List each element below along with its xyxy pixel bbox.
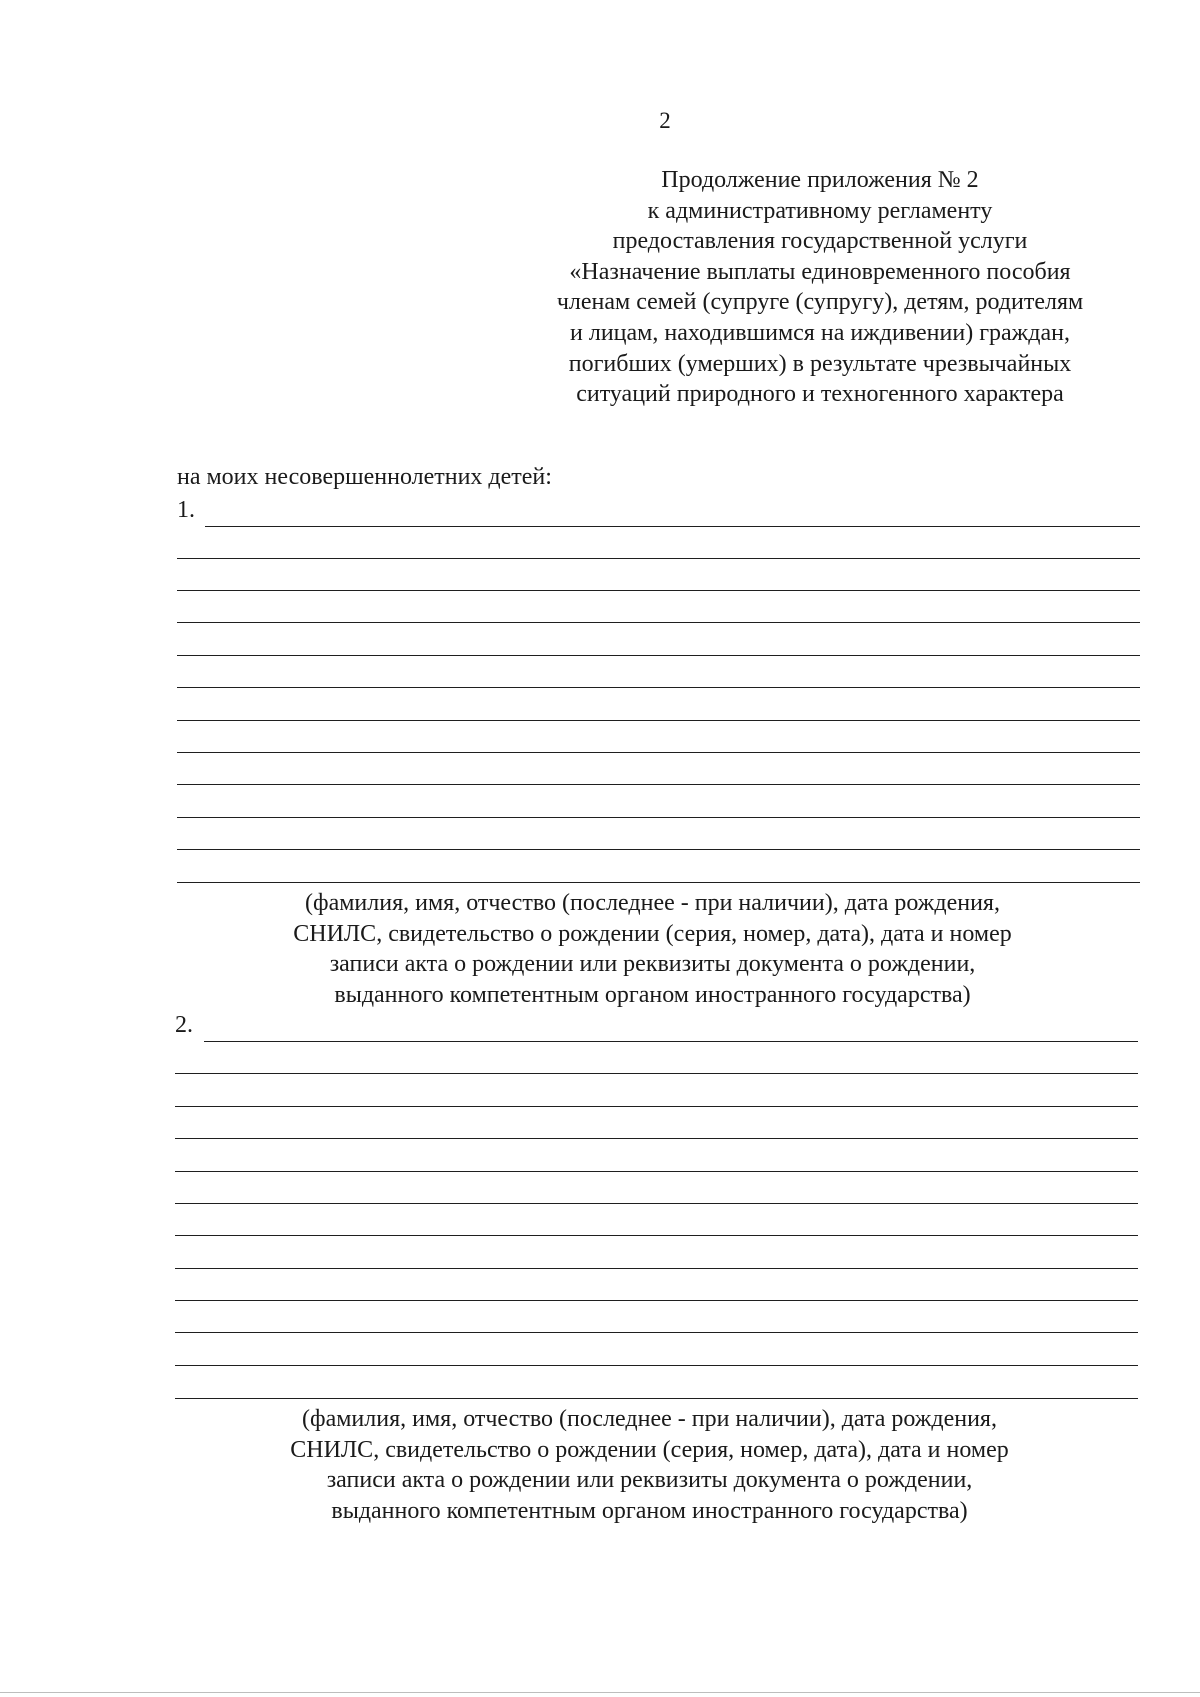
fill-line[interactable] [177, 849, 1140, 850]
caption-line: выданного компетентным органом иностранного государства) [331, 1497, 968, 1524]
fill-line[interactable] [175, 1073, 1138, 1074]
header-line: ситуаций природного и техногенного характера [576, 381, 1064, 408]
fill-line[interactable] [175, 1332, 1138, 1333]
appendix-header [460, 165, 1180, 410]
field-caption [180, 888, 1125, 1010]
intro-text: на моих несовершеннолетних детей: [177, 464, 552, 490]
header-line: предоставления государственной услуги [612, 228, 1028, 255]
fill-line[interactable] [177, 558, 1140, 559]
fill-line[interactable] [177, 655, 1140, 656]
fill-line[interactable] [177, 752, 1140, 753]
caption-line: (фамилия, имя, отчество (последнее - при наличии), дата рождения, [305, 890, 1000, 916]
fill-line[interactable] [177, 687, 1140, 688]
entry-number: 2. [175, 1012, 193, 1038]
fill-line[interactable] [204, 1041, 1138, 1042]
fill-line[interactable] [177, 622, 1140, 623]
header-line: «Назначение выплаты единовременного пособия [569, 258, 1071, 285]
fill-line[interactable] [175, 1203, 1138, 1204]
header-line: Продолжение приложения № 2 [661, 167, 979, 193]
fill-line[interactable] [175, 1106, 1138, 1107]
page-number: 2 [659, 108, 671, 133]
caption-line: (фамилия, имя, отчество (последнее - при наличии), дата рождения, [302, 1406, 997, 1432]
fill-line[interactable] [175, 1365, 1138, 1366]
fill-line[interactable] [175, 1138, 1138, 1139]
fill-line[interactable] [175, 1268, 1138, 1269]
caption-line: СНИЛС, свидетельство о рождении (серия, номер, дата), дата и номер [293, 920, 1012, 947]
fill-line[interactable] [177, 784, 1140, 785]
header-line: погибших (умерших) в результате чрезвычайных [568, 350, 1072, 377]
fill-line[interactable] [177, 720, 1140, 721]
header-line: к административному регламенту [647, 197, 993, 224]
fill-line[interactable] [175, 1235, 1138, 1236]
fill-line[interactable] [175, 1398, 1138, 1399]
caption-line: СНИЛС, свидетельство о рождении (серия, номер, дата), дата и номер [290, 1436, 1009, 1463]
fill-line[interactable] [175, 1300, 1138, 1301]
header-line: членам семей (супруге (супругу), детям, родителям [556, 289, 1084, 316]
caption-line: выданного компетентным органом иностранного государства) [334, 981, 971, 1008]
entry-number: 1. [177, 497, 195, 523]
page-bottom-edge [0, 1692, 1200, 1693]
field-caption [177, 1404, 1122, 1526]
fill-line[interactable] [177, 590, 1140, 591]
caption-line: записи акта о рождении или реквизиты документа о рождении, [329, 951, 976, 977]
caption-line: записи акта о рождении или реквизиты документа о рождении, [326, 1467, 973, 1493]
fill-line[interactable] [205, 526, 1140, 527]
header-line: и лицам, находившимся на иждивении) граждан, [570, 319, 1070, 346]
fill-line[interactable] [177, 882, 1140, 883]
fill-line[interactable] [177, 817, 1140, 818]
fill-line[interactable] [175, 1171, 1138, 1172]
